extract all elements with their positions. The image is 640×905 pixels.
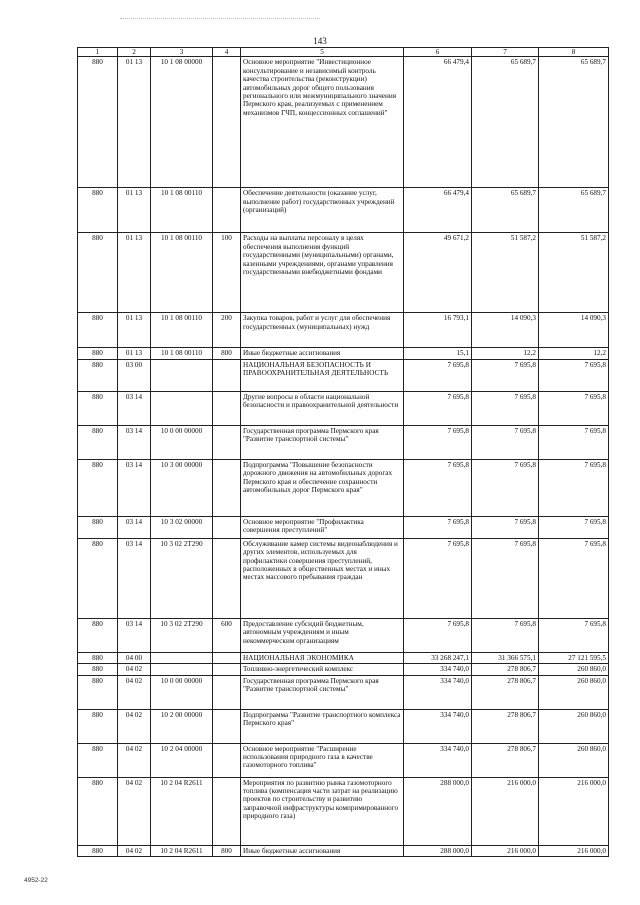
row-description: Закупка товаров, работ и услуг для обеспечения государственных (муниципальных) нужд — [241, 313, 404, 348]
expense-type — [213, 538, 241, 618]
amount-year-2: 51 587,2 — [472, 233, 539, 313]
amount-year-3: 7 695,8 — [539, 618, 609, 652]
header-row — [78, 48, 609, 57]
target-code — [151, 664, 213, 675]
amount-year-1: 7 695,8 — [404, 425, 472, 459]
row-description: Предоставление субсидий бюджетным, автономным учреждениям и иным некоммерческим организациям — [241, 618, 404, 652]
admin-code: 880 — [78, 845, 118, 856]
amount-year-2: 12,2 — [472, 348, 539, 359]
amount-year-3: 260 860,0 — [539, 675, 609, 709]
expense-type — [213, 425, 241, 459]
section-code: 03 14 — [118, 538, 151, 618]
amount-year-1: 33 268 247,1 — [404, 652, 472, 663]
amount-year-2: 7 695,8 — [472, 391, 539, 425]
target-code: 10 2 00 00000 — [151, 709, 213, 743]
admin-code: 880 — [78, 743, 118, 777]
document-code: 4952-22 — [24, 877, 48, 884]
column-header: 3 — [151, 48, 213, 57]
target-code — [151, 652, 213, 663]
amount-year-1: 7 695,8 — [404, 459, 472, 516]
table-row — [78, 425, 609, 459]
amount-year-3: 27 121 595,5 — [539, 652, 609, 663]
column-header: 5 — [241, 48, 404, 57]
expense-type — [213, 391, 241, 425]
admin-code: 880 — [78, 359, 118, 391]
section-code: 03 14 — [118, 391, 151, 425]
amount-year-3: 216 000,0 — [539, 845, 609, 856]
amount-year-2: 14 090,3 — [472, 313, 539, 348]
amount-year-3: 12,2 — [539, 348, 609, 359]
target-code: 10 3 02 00000 — [151, 516, 213, 538]
amount-year-2: 31 366 575,1 — [472, 652, 539, 663]
row-description: Государственная программа Пермского края "Развитие транспортной системы" — [241, 675, 404, 709]
admin-code: 880 — [78, 348, 118, 359]
table-row — [78, 709, 609, 743]
admin-code: 880 — [78, 652, 118, 663]
expense-type — [213, 359, 241, 391]
section-code: 01 13 — [118, 348, 151, 359]
amount-year-1: 15,1 — [404, 348, 472, 359]
section-code: 03 00 — [118, 359, 151, 391]
amount-year-2: 7 695,8 — [472, 425, 539, 459]
row-description: НАЦИОНАЛЬНАЯ БЕЗОПАСНОСТЬ И ПРАВООХРАНИТЕЛЬНАЯ ДЕЯТЕЛЬНОСТЬ — [241, 359, 404, 391]
amount-year-2: 278 806,7 — [472, 743, 539, 777]
expense-type — [213, 188, 241, 233]
amount-year-1: 49 671,2 — [404, 233, 472, 313]
amount-year-3: 260 860,0 — [539, 664, 609, 675]
table-row — [78, 348, 609, 359]
amount-year-1: 7 695,8 — [404, 516, 472, 538]
expense-type: 600 — [213, 618, 241, 652]
section-code: 03 14 — [118, 618, 151, 652]
section-code: 03 14 — [118, 459, 151, 516]
admin-code: 880 — [78, 233, 118, 313]
amount-year-1: 16 793,1 — [404, 313, 472, 348]
budget-table — [77, 47, 609, 857]
admin-code: 880 — [78, 516, 118, 538]
admin-code: 880 — [78, 425, 118, 459]
admin-code: 880 — [78, 777, 118, 845]
section-code: 04 00 — [118, 652, 151, 663]
table-row — [78, 391, 609, 425]
amount-year-3: 65 689,7 — [539, 57, 609, 188]
admin-code: 880 — [78, 188, 118, 233]
expense-type: 100 — [213, 233, 241, 313]
column-header: 2 — [118, 48, 151, 57]
expense-type — [213, 675, 241, 709]
amount-year-3: 7 695,8 — [539, 391, 609, 425]
section-code: 04 02 — [118, 675, 151, 709]
expense-type — [213, 516, 241, 538]
amount-year-1: 66 479,4 — [404, 57, 472, 188]
row-description: Подпрограмма "Повышение безопасности дорожного движения на автомобильных дорогах Пермского края и обеспечение сохранности автомобильных дорог Пермского края" — [241, 459, 404, 516]
amount-year-2: 216 000,0 — [472, 777, 539, 845]
target-code: 10 1 08 00110 — [151, 313, 213, 348]
amount-year-2: 7 695,8 — [472, 538, 539, 618]
expense-type — [213, 743, 241, 777]
row-description: Основное мероприятие "Расширение использования природного газа в качестве газомоторного топлива" — [241, 743, 404, 777]
amount-year-3: 7 695,8 — [539, 359, 609, 391]
table-row — [78, 233, 609, 313]
amount-year-2: 278 806,7 — [472, 709, 539, 743]
table-row — [78, 845, 609, 856]
amount-year-1: 288 000,0 — [404, 777, 472, 845]
target-code: 10 1 08 00110 — [151, 188, 213, 233]
admin-code: 880 — [78, 459, 118, 516]
target-code: 10 3 02 2Т290 — [151, 618, 213, 652]
amount-year-3: 51 587,2 — [539, 233, 609, 313]
amount-year-3: 7 695,8 — [539, 459, 609, 516]
amount-year-2: 65 689,7 — [472, 188, 539, 233]
row-description: Топливно-энергетический комплекс — [241, 664, 404, 675]
row-description: Государственная программа Пермского края "Развитие транспортной системы" — [241, 425, 404, 459]
column-header: 7 — [472, 48, 539, 57]
table-row — [78, 538, 609, 618]
section-code: 04 02 — [118, 743, 151, 777]
expense-type: 200 — [213, 313, 241, 348]
target-code: 10 2 04 R2611 — [151, 777, 213, 845]
column-header: 6 — [404, 48, 472, 57]
expense-type — [213, 709, 241, 743]
amount-year-1: 7 695,8 — [404, 391, 472, 425]
amount-year-2: 65 689,7 — [472, 57, 539, 188]
amount-year-2: 216 000,0 — [472, 845, 539, 856]
target-code: 10 2 04 00000 — [151, 743, 213, 777]
page-number: 143 — [313, 36, 327, 46]
expense-type — [213, 652, 241, 663]
amount-year-1: 288 000,0 — [404, 845, 472, 856]
amount-year-1: 334 740,0 — [404, 709, 472, 743]
table-row — [78, 57, 609, 188]
amount-year-2: 278 806,7 — [472, 664, 539, 675]
admin-code: 880 — [78, 313, 118, 348]
target-code: 10 0 00 00000 — [151, 425, 213, 459]
expense-type — [213, 57, 241, 188]
amount-year-3: 7 695,8 — [539, 538, 609, 618]
section-code: 03 14 — [118, 516, 151, 538]
row-description: Основное мероприятие "Инвестиционное консультирование и независимый контроль качества строительства (реконструкции) автомобильных дорог общего пользования регионального или межмуниципального значения Пермского края, реализуемых с применением механизмов ГЧП, концессионных соглашений" — [241, 57, 404, 188]
amount-year-1: 334 740,0 — [404, 675, 472, 709]
column-header: 1 — [78, 48, 118, 57]
table-row — [78, 652, 609, 663]
amount-year-3: 14 090,3 — [539, 313, 609, 348]
admin-code: 880 — [78, 618, 118, 652]
table-row — [78, 516, 609, 538]
table-row — [78, 359, 609, 391]
amount-year-3: 216 000,0 — [539, 777, 609, 845]
section-code: 01 13 — [118, 57, 151, 188]
amount-year-2: 7 695,8 — [472, 459, 539, 516]
admin-code: 880 — [78, 709, 118, 743]
amount-year-3: 260 860,0 — [539, 743, 609, 777]
target-code: 10 1 08 00110 — [151, 233, 213, 313]
amount-year-3: 65 689,7 — [539, 188, 609, 233]
row-description: Подпрограмма "Развитие транспортного комплекса Пермского края" — [241, 709, 404, 743]
expense-type — [213, 777, 241, 845]
table-row — [78, 664, 609, 675]
amount-year-2: 7 695,8 — [472, 359, 539, 391]
target-code: 10 1 08 00000 — [151, 57, 213, 188]
target-code: 10 0 00 00000 — [151, 675, 213, 709]
amount-year-2: 7 695,8 — [472, 618, 539, 652]
table-row — [78, 675, 609, 709]
row-description: Иные бюджетные ассигнования — [241, 348, 404, 359]
row-description: Обеспечение деятельности (оказание услуг, выполнение работ) государственных учреждений (организаций) — [241, 188, 404, 233]
row-description: НАЦИОНАЛЬНАЯ ЭКОНОМИКА — [241, 652, 404, 663]
row-description: Основное мероприятие "Профилактика совершения преступлений" — [241, 516, 404, 538]
section-code: 01 13 — [118, 188, 151, 233]
row-description: Обслуживание камер системы видеонаблюдения и других элементов, используемых для профилактики совершения преступлений, расположенных в общественных местах и иных местах массового пребывания граждан — [241, 538, 404, 618]
target-code — [151, 359, 213, 391]
admin-code: 880 — [78, 664, 118, 675]
admin-code: 880 — [78, 391, 118, 425]
section-code: 01 13 — [118, 233, 151, 313]
amount-year-2: 7 695,8 — [472, 516, 539, 538]
amount-year-1: 7 695,8 — [404, 618, 472, 652]
section-code: 03 14 — [118, 425, 151, 459]
expense-type: 800 — [213, 348, 241, 359]
section-code: 01 13 — [118, 313, 151, 348]
admin-code: 880 — [78, 57, 118, 188]
section-code: 04 02 — [118, 777, 151, 845]
scan-artifact — [120, 18, 320, 21]
amount-year-2: 278 806,7 — [472, 675, 539, 709]
section-code: 04 02 — [118, 709, 151, 743]
column-header: 4 — [213, 48, 241, 57]
target-code — [151, 391, 213, 425]
table-row — [78, 777, 609, 845]
column-header: 8 — [539, 48, 609, 57]
amount-year-1: 7 695,8 — [404, 359, 472, 391]
amount-year-3: 7 695,8 — [539, 516, 609, 538]
amount-year-1: 334 740,0 — [404, 664, 472, 675]
row-description: Другие вопросы в области национальной безопасности и правоохранительной деятельности — [241, 391, 404, 425]
admin-code: 880 — [78, 675, 118, 709]
amount-year-1: 7 695,8 — [404, 538, 472, 618]
section-code: 04 02 — [118, 845, 151, 856]
expense-type — [213, 664, 241, 675]
amount-year-3: 260 860,0 — [539, 709, 609, 743]
amount-year-1: 334 740,0 — [404, 743, 472, 777]
amount-year-1: 66 479,4 — [404, 188, 472, 233]
target-code: 10 3 02 2Т290 — [151, 538, 213, 618]
expense-type — [213, 459, 241, 516]
table-row — [78, 313, 609, 348]
expense-type: 800 — [213, 845, 241, 856]
row-description: Расходы на выплаты персоналу в целях обеспечения выполнения функций государственными (муниципальными) органами, казенными учреждениями, органами управления государственными внебюджетными фондами — [241, 233, 404, 313]
target-code: 10 3 00 00000 — [151, 459, 213, 516]
target-code: 10 1 08 00110 — [151, 348, 213, 359]
table-row — [78, 459, 609, 516]
amount-year-3: 7 695,8 — [539, 425, 609, 459]
row-description: Мероприятия по развитию рынка газомоторного топлива (компенсация части затрат на реализацию проектов по строительству и развитию заправочной инфраструктуры компримированного природного газа) — [241, 777, 404, 845]
table-row — [78, 743, 609, 777]
row-description: Иные бюджетные ассигнования — [241, 845, 404, 856]
table-row — [78, 188, 609, 233]
table-row — [78, 618, 609, 652]
target-code: 10 2 04 R2611 — [151, 845, 213, 856]
admin-code: 880 — [78, 538, 118, 618]
section-code: 04 02 — [118, 664, 151, 675]
